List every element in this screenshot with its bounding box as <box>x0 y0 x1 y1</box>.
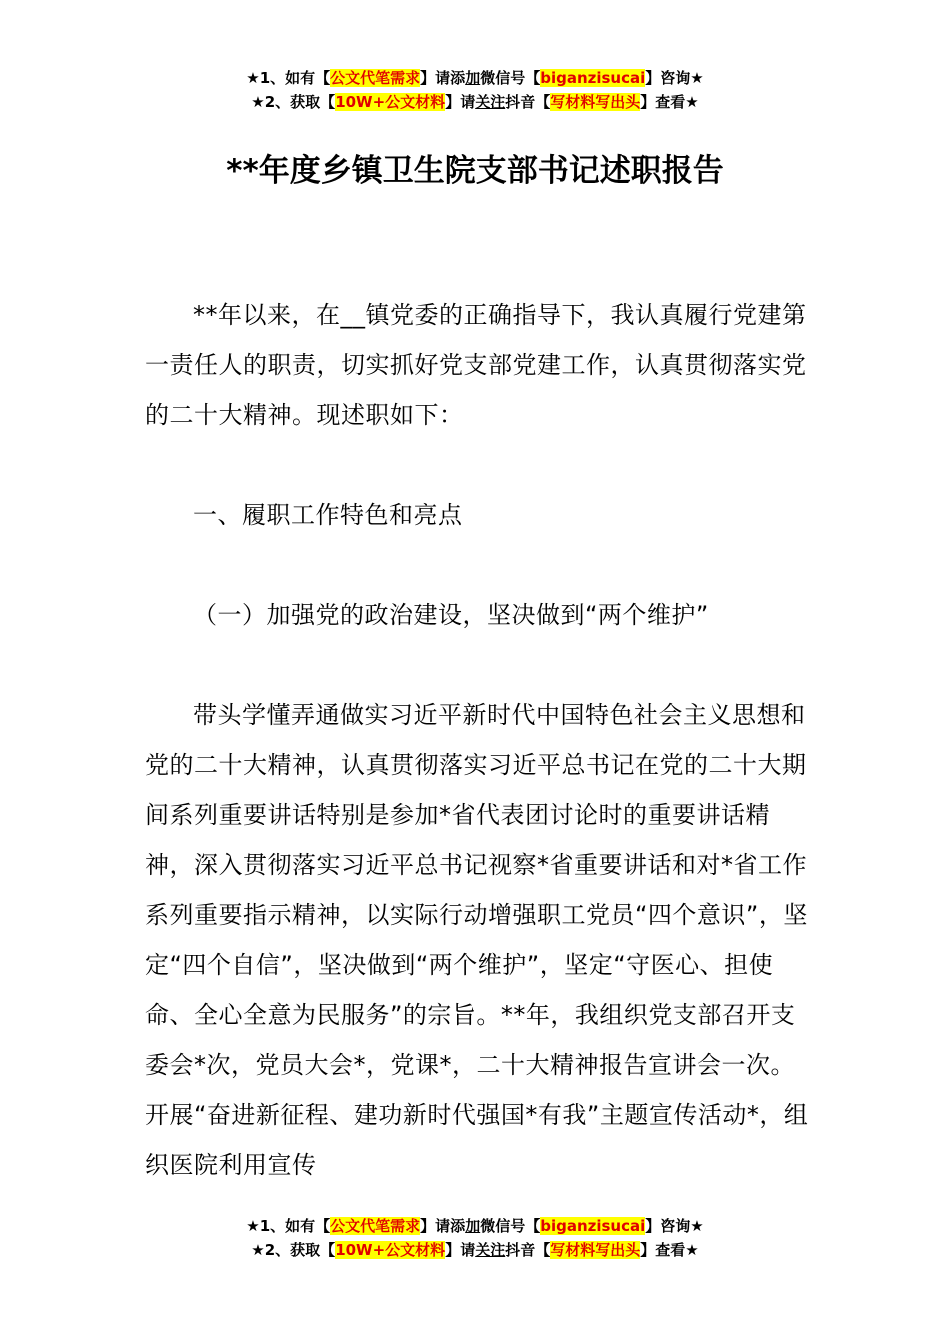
banner-line-2 <box>0 1238 950 1262</box>
banner-highlight: 公文代笔需求 <box>330 69 421 87</box>
banner-highlight: biganzisucai <box>540 1217 646 1235</box>
banner-line-1 <box>0 66 950 90</box>
banner-highlight: 10W+公文材料 <box>335 1241 446 1259</box>
banner-highlight: 写材料写出头 <box>550 1241 641 1259</box>
banner-highlight: 10W+公文材料 <box>335 93 446 111</box>
banner-text: ★2、获取【 <box>251 93 336 111</box>
banner-underline: 加 <box>465 1217 481 1235</box>
banner-text: 】查看★ <box>640 1241 699 1259</box>
banner-text: 】咨询★ <box>645 69 704 87</box>
footer-banner <box>0 1214 950 1262</box>
subsection-heading: （一）加强党的政治建设，坚决做到“两个维护” <box>193 601 709 629</box>
banner-text: ★1、如有【 <box>246 1217 331 1235</box>
body-paragraph: 带头学懂弄通做实习近平新时代中国特色社会主义思想和党的二十大精神，认真贯彻落实习近平总书记在党的二十大期间系列重要讲话特别是参加*省代表团讨论时的重要讲话精神，深入贯彻落实习近平总书记视察*省重要讲话和对*省工作系列重要指示精神，以实际行动增强职工党员“四个意识”，坚定“四个自信”，坚决做到“两个维护”，坚定“守医心、担使命、全心全意为民服务”的宗旨。**年，我组织党支部召开支委会*次，党员大会*，党课*，二十大精神报告宣讲会一次。开展“奋进新征程、建功新时代强国*有我”主题宣传活动*，组织医院利用宣传 <box>145 701 809 1179</box>
paragraph-spacer <box>145 540 809 590</box>
banner-highlight: biganzisucai <box>540 69 646 87</box>
banner-line-2 <box>0 90 950 114</box>
paragraph-spacer <box>145 640 809 690</box>
header-banner <box>0 66 950 114</box>
document-title: **年度乡镇卫生院支部书记述职报告 <box>226 153 724 189</box>
document-body <box>145 290 809 1190</box>
banner-text: 】咨询★ <box>645 1217 704 1235</box>
banner-text: 微信号【 <box>480 1217 541 1235</box>
banner-text: 】请 <box>445 1241 476 1259</box>
banner-text: 微信号【 <box>480 69 541 87</box>
banner-text: 】请 <box>445 93 476 111</box>
banner-underline: 关注 <box>475 1241 506 1259</box>
banner-text: 抖音【 <box>505 93 551 111</box>
banner-text: 】请添 <box>420 69 466 87</box>
banner-text: 抖音【 <box>505 1241 551 1259</box>
section-heading: 一、履职工作特色和亮点 <box>193 501 463 529</box>
banner-underline: 关注 <box>475 93 506 111</box>
banner-highlight: 写材料写出头 <box>550 93 641 111</box>
banner-highlight: 公文代笔需求 <box>330 1217 421 1235</box>
banner-underline: 加 <box>465 69 481 87</box>
banner-line-1 <box>0 1214 950 1238</box>
banner-text: 】请添 <box>420 1217 466 1235</box>
paragraph-spacer <box>145 440 809 490</box>
banner-text: ★2、获取【 <box>251 1241 336 1259</box>
intro-paragraph: **年以来，在__镇党委的正确指导下，我认真履行党建第一责任人的职责，切实抓好党支部党建工作，认真贯彻落实党的二十大精神。现述职如下： <box>145 301 807 429</box>
banner-text: 】查看★ <box>640 93 699 111</box>
banner-text: ★1、如有【 <box>246 69 331 87</box>
